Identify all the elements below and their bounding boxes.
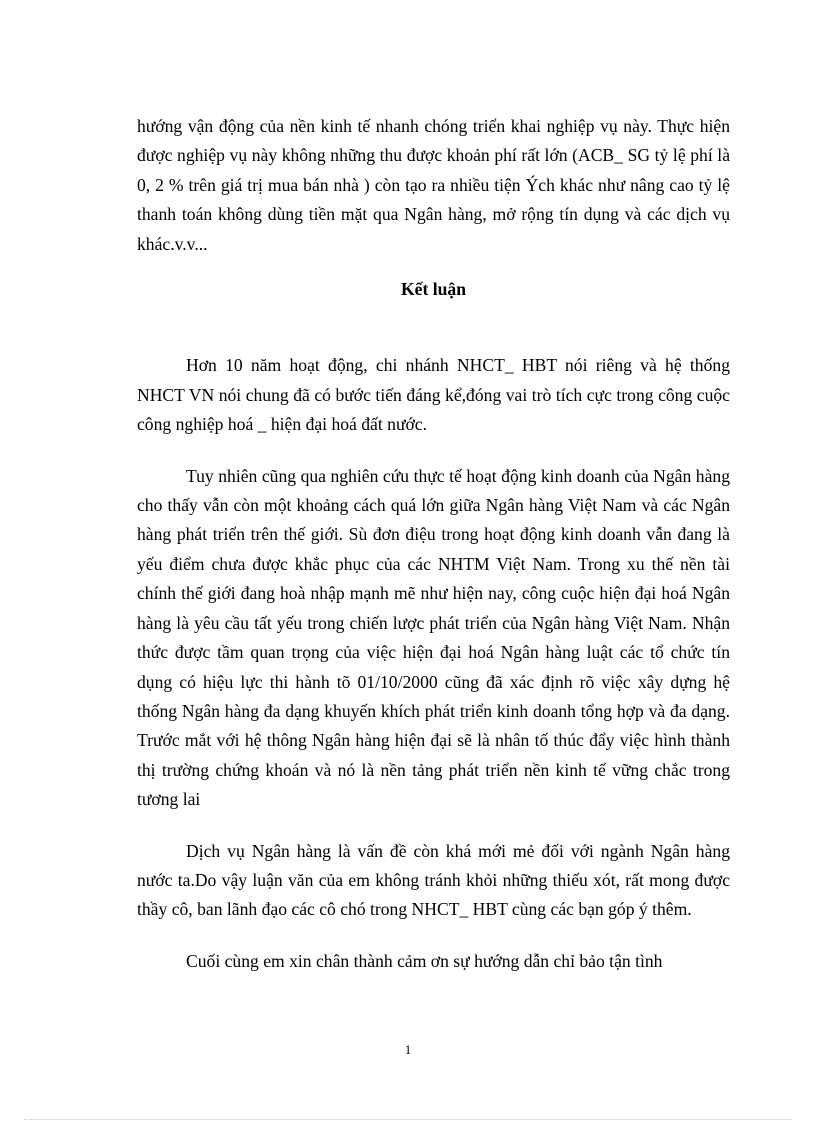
paragraph-conclusion-3: Dịch vụ Ngân hàng là vấn đề còn khá mới mẻ đối với ngành Ngân hàng nước ta.Do vậy luận văn của em không tránh khỏi những thiếu xót, rất mong được thầy cô, ban lãnh đạo các cô chó trong NHCT_ HBT cùng các bạn góp ý thêm. — [137, 840, 730, 920]
paragraph-conclusion-4: Cuối cùng em xin chân thành cảm ơn sự hướng dẫn chỉ bảo tận tình — [186, 950, 663, 971]
paragraph-conclusion-1: Hơn 10 năm hoạt động, chi nhánh NHCT_ HBT nói riêng và hệ thống NHCT VN nói chung đã có bước tiến đáng kể,đóng vai trò tích cực trong công cuộc công nghiệp hoá _ hiện đại hoá đất nước. — [137, 355, 730, 435]
page-bottom-divider — [24, 1119, 792, 1120]
section-heading: Kết luận — [400, 279, 466, 300]
paragraph-conclusion-2: Tuy nhiên cũng qua nghiên cứu thực tế hoạt động kinh doanh của Ngân hàng cho thấy vẫn còn một khoảng cách quá lớn giữa Ngân hàng Việt Nam và các Ngân hàng phát triển trên thế giới. Sù đơn điệu trong hoạt động kinh doanh vẫn đang là yếu điểm chưa được khắc phục của các NHTM Việt Nam. Trong xu thế nền tài chính thế giới đang hoà nhập mạnh mẽ như hiện nay, công cuộc hiện đại hoá Ngân hàng là yêu cầu tất yếu trong chiến lược phát triển của Ngân hàng Việt Nam. Nhận thức được tầm quan trọng của việc hiện đại hoá Ngân hàng luật các tổ chức tín dụng có hiệu lực thi hành tõ 01/10/2000 cũng đã xác định rõ việc xây dựng hệ thống Ngân hàng đa dạng khuyến khích phát triển kinh doanh tổng hợp và đa dạng. Trước mắt với hệ thông Ngân hàng hiện đại sẽ là nhân tố thúc đẩy việc hình thành thị trường chứng khoán và nó là nền tảng phát triển nền kinh tế vững chắc trong tương lai — [137, 465, 730, 810]
document-body — [137, 112, 730, 976]
page-number: 1 — [404, 1042, 412, 1057]
paragraph-intro-continuation: hướng vận động của nền kinh tế nhanh chóng triển khai nghiệp vụ này. Thực hiện được nghiệp vụ này không những thu được khoản phí rất lớn (ACB_ SG tỷ lệ phí là 0, 2 % trên giá trị mua bán nhà ) còn tạo ra nhiều tiện Ých khác như nâng cao tỷ lệ thanh toán không dùng tiền mặt qua Ngân hàng, mở rộng tín dụng và các dịch vụ khác.v.v... — [137, 116, 730, 254]
